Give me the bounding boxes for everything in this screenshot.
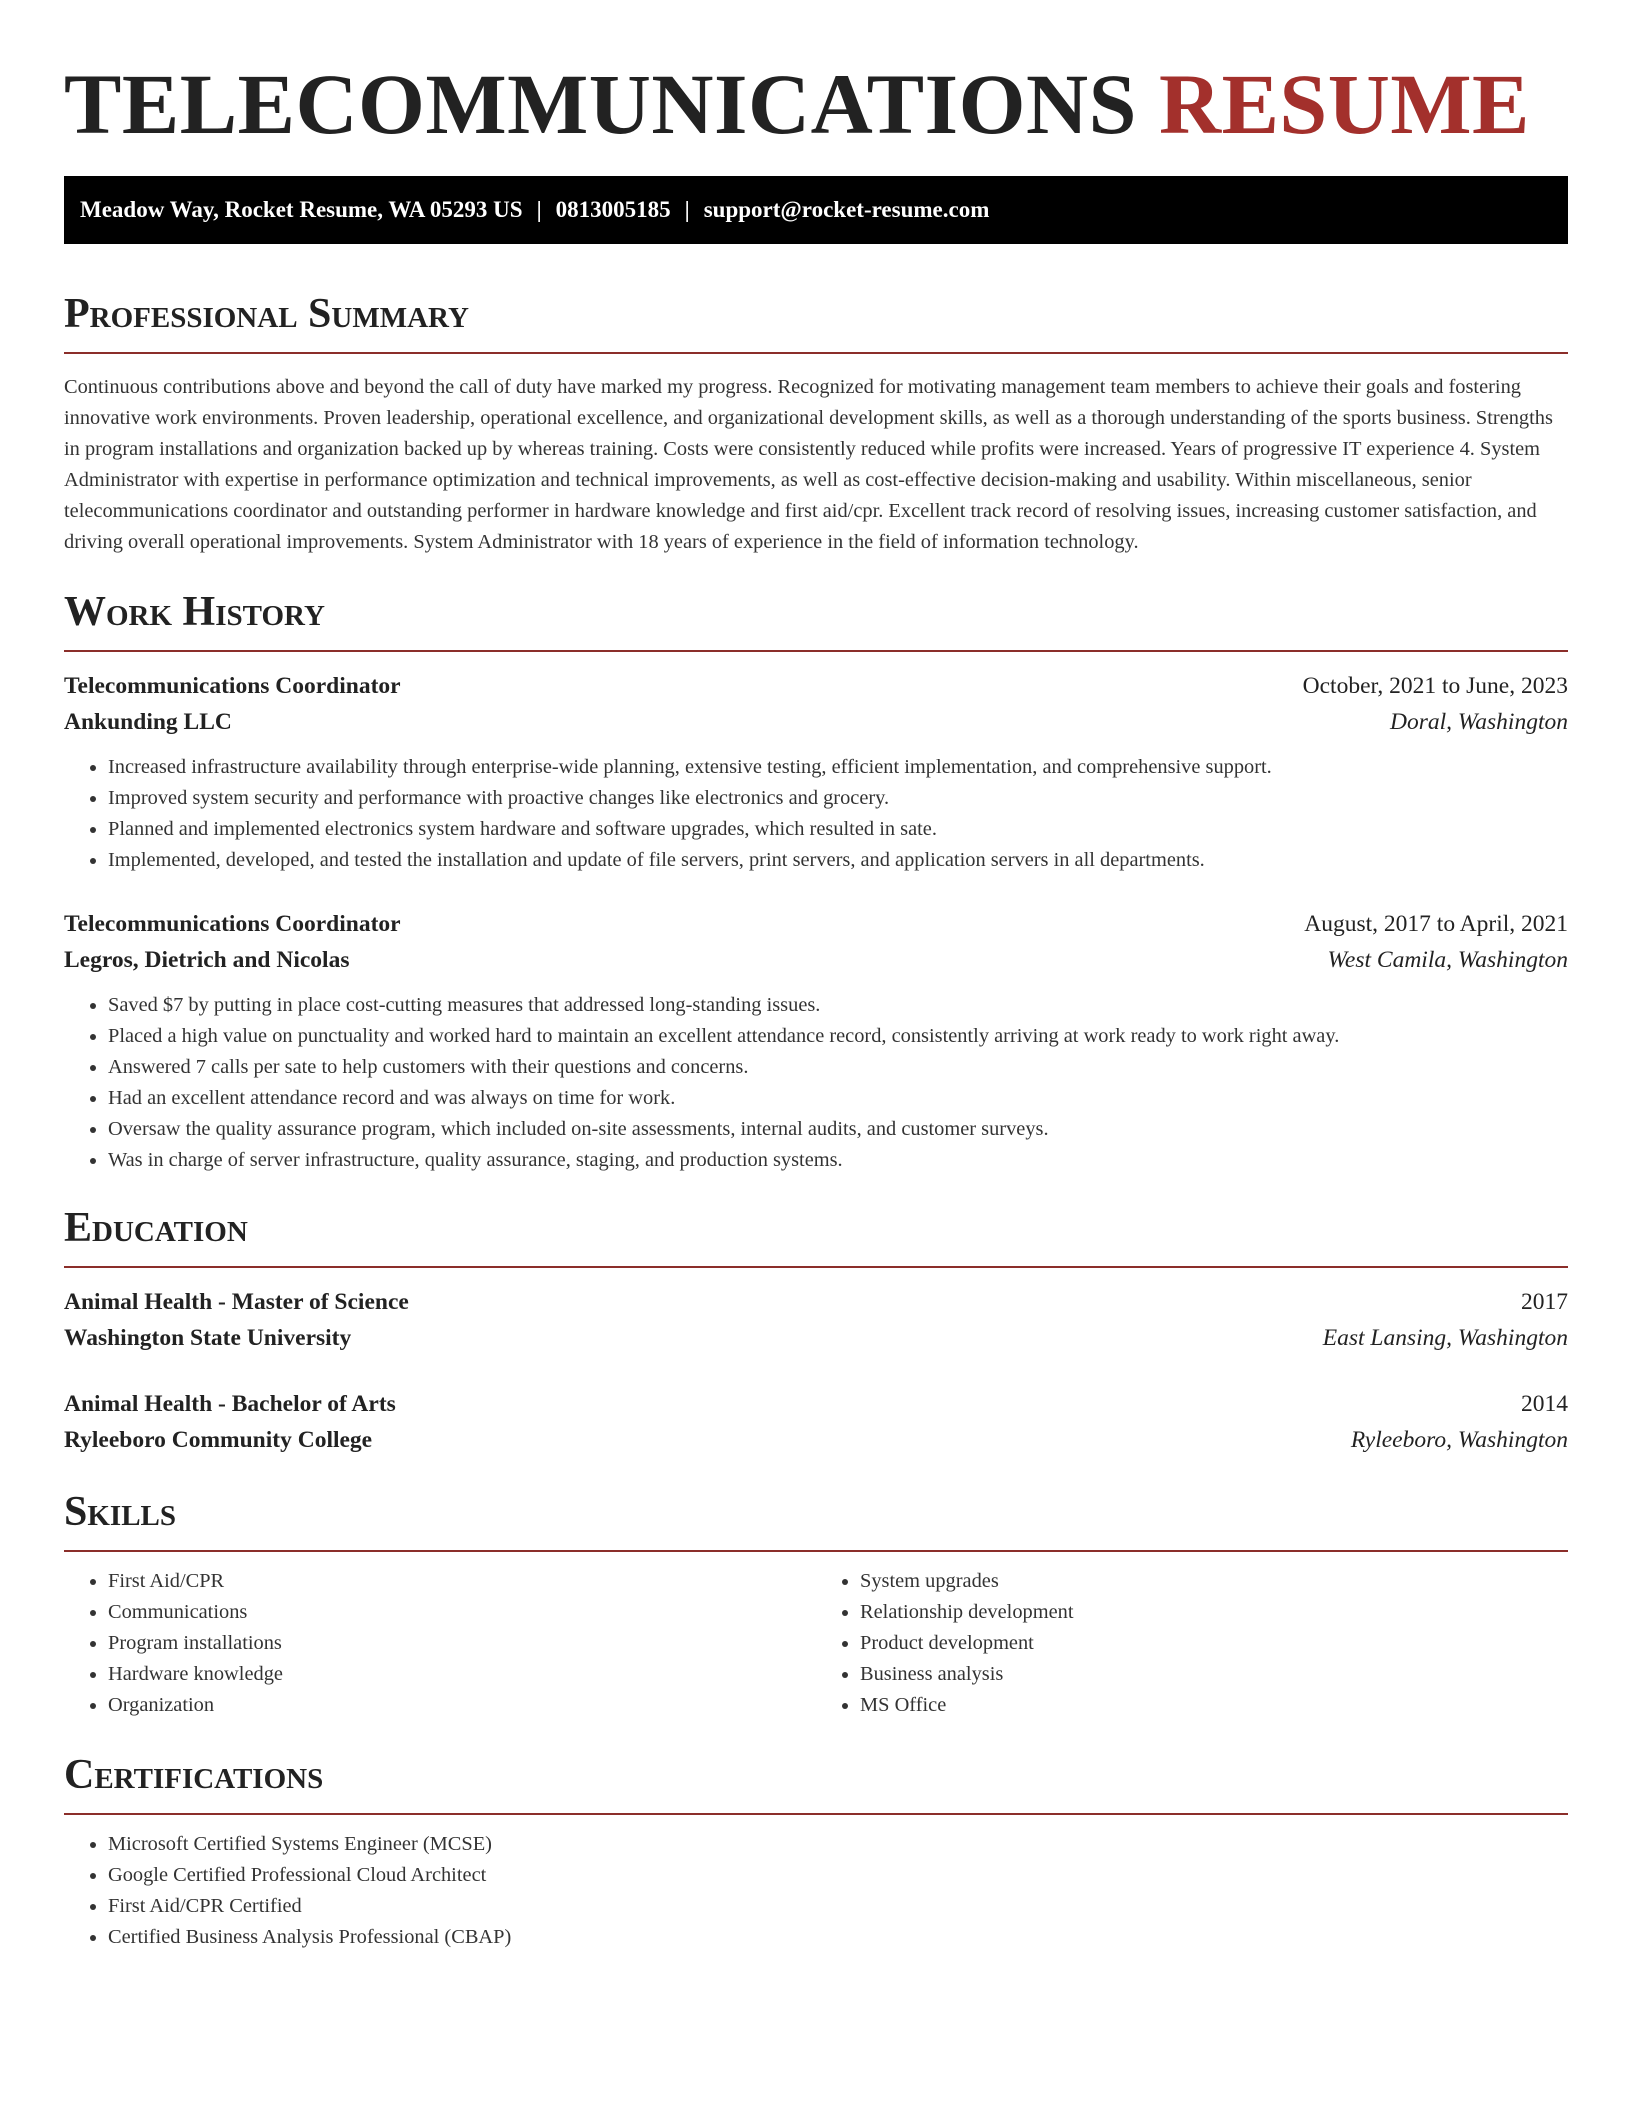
education-school: Ryleeboro Community College <box>64 1427 373 1453</box>
list-item: • Planned and implemented electronics system hardware and software upgrades, which resulted in sate. <box>108 814 1568 845</box>
work-history-section <box>64 586 1568 1176</box>
summary-section <box>64 288 1568 558</box>
education-school: Washington State University <box>64 1325 352 1351</box>
job-title: Telecommunications Coordinator <box>64 673 401 699</box>
education-school-row <box>64 1422 1568 1458</box>
list-item: • Organization <box>108 1690 816 1721</box>
education-degree: Animal Health - Master of Science <box>64 1289 409 1315</box>
job-bullet-list <box>64 990 1568 1176</box>
job-entry <box>64 668 1568 876</box>
contact-email[interactable]: support@rocket-resume.com <box>703 197 990 222</box>
summary-text: Continuous contributions above and beyond the call of duty have marked my progress. Recognized for motivating management team members to achieve their goals and fostering innovative work environments. Proven leadership, operational excellence, and organizational development skills, as well as a thorough understanding of the sports business. Strengths in program installations and organization backed up by whereas training. Costs were consistently reduced while profits were increased. Years of progressive IT experience 4. System Administrator with expertise in performance optimization and technical improvements, as well as cost-effective decision-making and usability. Within miscellaneous, senior telecommunications coordinator and outstanding performer in hardware knowledge and first aid/cpr. Excellent track record of resolving issues, increasing customer satisfaction, and driving overall operational improvements. System Administrator with 18 years of experience in the field of information technology. <box>64 376 1553 553</box>
list-item: • Had an excellent attendance record and was always on time for work. <box>108 1083 1568 1114</box>
section-heading-education: Education <box>64 1205 248 1251</box>
list-item: • Program installations <box>108 1628 816 1659</box>
list-item: • Certified Business Analysis Professional (CBAP) <box>108 1922 1568 1953</box>
education-entry <box>64 1386 1568 1458</box>
title-main: TELECOMMUNICATIONS <box>64 56 1137 152</box>
list-item: • Answered 7 calls per sate to help customers with their questions and concerns. <box>108 1052 1568 1083</box>
list-item: • Relationship development <box>860 1597 1568 1628</box>
education-year: 2017 <box>1521 1289 1568 1315</box>
job-location: Doral, Washington <box>1389 709 1568 735</box>
title-accent: RESUME <box>1158 56 1530 152</box>
job-company-row <box>64 704 1568 740</box>
list-item: • Communications <box>108 1597 816 1628</box>
certifications-list <box>64 1829 1568 1953</box>
section-heading-work-history: Work History <box>64 589 325 635</box>
job-bullet-list <box>64 752 1568 876</box>
education-entry <box>64 1284 1568 1356</box>
education-degree-row <box>64 1386 1568 1422</box>
education-location: East Lansing, Washington <box>1322 1325 1568 1351</box>
contact-phone: 0813005185 <box>555 197 671 222</box>
list-item: • Google Certified Professional Cloud Architect <box>108 1860 1568 1891</box>
section-heading-skills: Skills <box>64 1489 177 1535</box>
list-item: • Oversaw the quality assurance program, which included on-site assessments, internal audits, and customer surveys. <box>108 1114 1568 1145</box>
job-company: Legros, Dietrich and Nicolas <box>64 947 350 973</box>
education-section <box>64 1202 1568 1458</box>
list-item: • Hardware knowledge <box>108 1659 816 1690</box>
section-divider <box>64 352 1568 354</box>
section-heading-certifications: Certifications <box>64 1752 324 1798</box>
list-item: • Increased infrastructure availability through enterprise-wide planning, extensive testing, efficient implementation, and comprehensive support. <box>108 752 1568 783</box>
list-item: • MS Office <box>860 1690 1568 1721</box>
contact-separator: | <box>684 197 690 222</box>
job-title: Telecommunications Coordinator <box>64 911 401 937</box>
job-company: Ankunding LLC <box>64 709 232 735</box>
resume-title <box>64 0 1568 150</box>
section-divider <box>64 1266 1568 1268</box>
job-entry <box>64 906 1568 1176</box>
list-item: • Was in charge of server infrastructure, quality assurance, staging, and production systems. <box>108 1145 1568 1176</box>
section-heading-summary: Professional Summary <box>64 291 469 337</box>
job-dates: October, 2021 to June, 2023 <box>1302 673 1568 699</box>
contact-bar <box>64 176 1568 244</box>
section-divider <box>64 650 1568 652</box>
skills-list-right <box>816 1566 1568 1721</box>
contact-address: Meadow Way, Rocket Resume, WA 05293 US <box>80 197 523 222</box>
education-degree: Animal Health - Bachelor of Arts <box>64 1391 396 1417</box>
list-item: • Improved system security and performance with proactive changes like electronics and grocery. <box>108 783 1568 814</box>
education-degree-row <box>64 1284 1568 1320</box>
list-item: • Implemented, developed, and tested the installation and update of file servers, print servers, and application servers in all departments. <box>108 845 1568 876</box>
certifications-section <box>64 1749 1568 1953</box>
skills-section <box>64 1486 1568 1721</box>
section-divider <box>64 1813 1568 1815</box>
list-item: • System upgrades <box>860 1566 1568 1597</box>
skills-grid <box>64 1552 1568 1721</box>
list-item: • Placed a high value on punctuality and worked hard to maintain an excellent attendance record, consistently arriving at work ready to work right away. <box>108 1021 1568 1052</box>
skills-list-left <box>64 1566 816 1721</box>
list-item: • First Aid/CPR <box>108 1566 816 1597</box>
education-school-row <box>64 1320 1568 1356</box>
list-item: • Microsoft Certified Systems Engineer (MCSE) <box>108 1829 1568 1860</box>
education-year: 2014 <box>1521 1391 1568 1417</box>
job-dates: August, 2017 to April, 2021 <box>1304 911 1568 937</box>
job-company-row <box>64 942 1568 978</box>
job-location: West Camila, Washington <box>1327 947 1568 973</box>
list-item: • Saved $7 by putting in place cost-cutting measures that addressed long-standing issues. <box>108 990 1568 1021</box>
list-item: • Business analysis <box>860 1659 1568 1690</box>
contact-separator: | <box>536 197 542 222</box>
job-header-row <box>64 668 1568 704</box>
job-header-row <box>64 906 1568 942</box>
list-item: • First Aid/CPR Certified <box>108 1891 1568 1922</box>
list-item: • Product development <box>860 1628 1568 1659</box>
education-location: Ryleeboro, Washington <box>1350 1427 1568 1453</box>
